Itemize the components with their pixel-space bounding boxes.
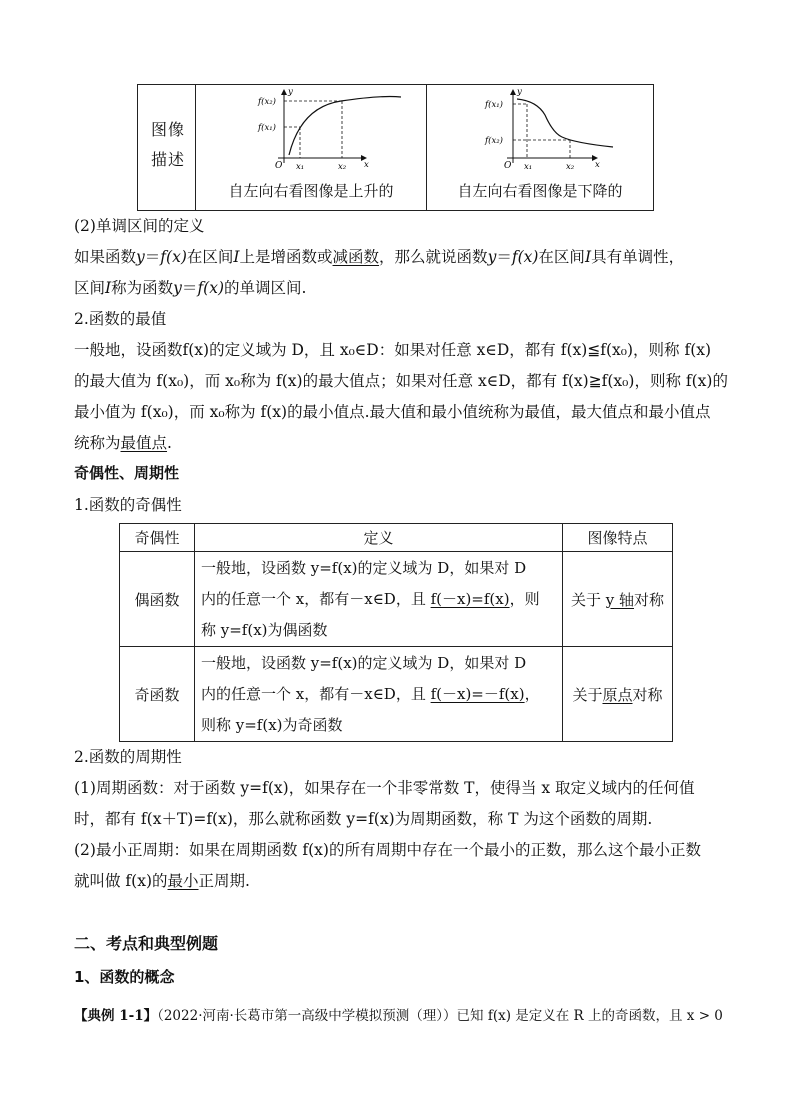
period-p2-line1: (2)最小正周期：如果在周期函数 f(x)的所有周期中存在一个最小的正数，那么这个最小正数 xyxy=(74,841,701,859)
decreasing-graph xyxy=(427,85,653,180)
period-p2-line2: 就叫做 f(x)的最小正周期. xyxy=(74,872,250,890)
fx1-label: f(x₁) xyxy=(485,100,503,110)
odd-name: 奇函数 xyxy=(120,647,195,742)
interval-heading: (2)单调区间的定义 xyxy=(74,217,205,235)
decreasing-cell xyxy=(427,85,653,210)
extreme-line1: 一般地，设函数f(x)的定义域为 D，且 x₀∈D：如果对任意 x∈D，都有 f(x)≦f(x₀)，则称 f(x) xyxy=(74,341,712,359)
monotonicity-table xyxy=(137,84,654,211)
origin-label: O xyxy=(504,161,512,171)
extreme-heading: 2.函数的最值 xyxy=(74,310,167,328)
x-label: x xyxy=(364,160,369,170)
decreasing-caption: 自左向右看图像是下降的 xyxy=(457,182,623,200)
period-p1-line1: (1)周期函数：对于函数 y=f(x)，如果存在一个非零常数 T，使得当 x 取定义域内的任何值 xyxy=(74,779,695,797)
extreme-line3: 最小值为 f(x₀)，而 x₀称为 f(x)的最小值点.最大值和最小值统称为最值，最大值点和最小值点 xyxy=(74,403,711,421)
x1-label: x₁ xyxy=(524,162,533,172)
header-parity: 奇偶性 xyxy=(120,524,195,552)
interval-line1: 如果函数y＝f(x)在区间I上是增函数或减函数，那么就说函数y＝f(x)在区间I具有单调性， xyxy=(74,248,685,266)
example-text: （2022·河南·长葛市第一高级中学模拟预测（理））已知 f(x) 是定义在 R 上的奇函数，且 x > 0 xyxy=(157,1008,723,1024)
even-feature: 关于 y 轴对称 xyxy=(563,552,673,647)
extreme-line4: 统称为最值点. xyxy=(74,434,172,452)
x-label: x xyxy=(595,160,600,170)
examples-heading: 二、考点和典型例题 xyxy=(74,934,219,953)
fx2-label: f(x₂) xyxy=(485,136,503,146)
even-definition: 一般地，设函数 y=f(x)的定义域为 D，如果对 D 内的任意一个 x，都有－x∈D，且 f(－x)=f(x)，则 称 y=f(x)为偶函数 xyxy=(195,552,563,647)
example-tag: 【典例 1-1】 xyxy=(74,1008,158,1024)
x2-label: x₂ xyxy=(566,162,575,172)
even-name: 偶函数 xyxy=(120,552,195,647)
increasing-caption: 自左向右看图像是上升的 xyxy=(228,182,394,200)
y-label: y xyxy=(288,87,293,97)
x2-label: x₂ xyxy=(338,162,347,172)
period-heading: 2.函数的周期性 xyxy=(74,748,182,766)
x1-label: x₁ xyxy=(296,162,305,172)
parity-section-title: 奇偶性、周期性 xyxy=(74,464,180,482)
period-p1-line2: 时，都有 f(x＋T)=f(x)，那么就称函数 y=f(x)为周期函数，称 T 为这个函数的周期. xyxy=(74,810,653,828)
increasing-graph xyxy=(196,85,427,180)
odd-row xyxy=(120,647,673,742)
label-line2: 描述 xyxy=(151,150,186,169)
extreme-line2: 的最大值为 f(x₀)，而 x₀称为 f(x)的最大值点；如果对任意 x∈D，都有 f(x)≧f(x₀)，则称 f(x)的 xyxy=(74,372,728,390)
header-feature: 图像特点 xyxy=(563,524,673,552)
decreasing-function-term: 减函数 xyxy=(332,248,380,266)
y-label: y xyxy=(517,87,522,97)
minimum-term: 最小 xyxy=(167,872,199,890)
label-line1: 图像 xyxy=(151,120,186,139)
increasing-cell xyxy=(196,85,427,210)
interval-line2: 区间I称为函数y＝f(x)的单调区间. xyxy=(74,279,307,297)
fx1-label: f(x₁) xyxy=(258,123,276,133)
odd-feature: 关于原点对称 xyxy=(563,647,673,742)
parity-table xyxy=(119,523,673,742)
increasing-curve xyxy=(289,97,401,156)
origin-label: O xyxy=(275,161,283,171)
header-definition: 定义 xyxy=(195,524,563,552)
parity-subheading: 1.函数的奇偶性 xyxy=(74,496,182,514)
extreme-point-term: 最值点 xyxy=(120,434,168,452)
example-1-1 xyxy=(74,1004,723,1024)
label-cell xyxy=(138,85,196,210)
fx2-label: f(x₂) xyxy=(258,97,276,107)
even-row xyxy=(120,552,673,647)
odd-definition: 一般地，设函数 y=f(x)的定义域为 D，如果对 D 内的任意一个 x，都有－x∈D，且 f(－x)=－f(x)， 则称 y=f(x)为奇函数 xyxy=(195,647,563,742)
examples-subheading: 1、函数的概念 xyxy=(74,968,175,986)
